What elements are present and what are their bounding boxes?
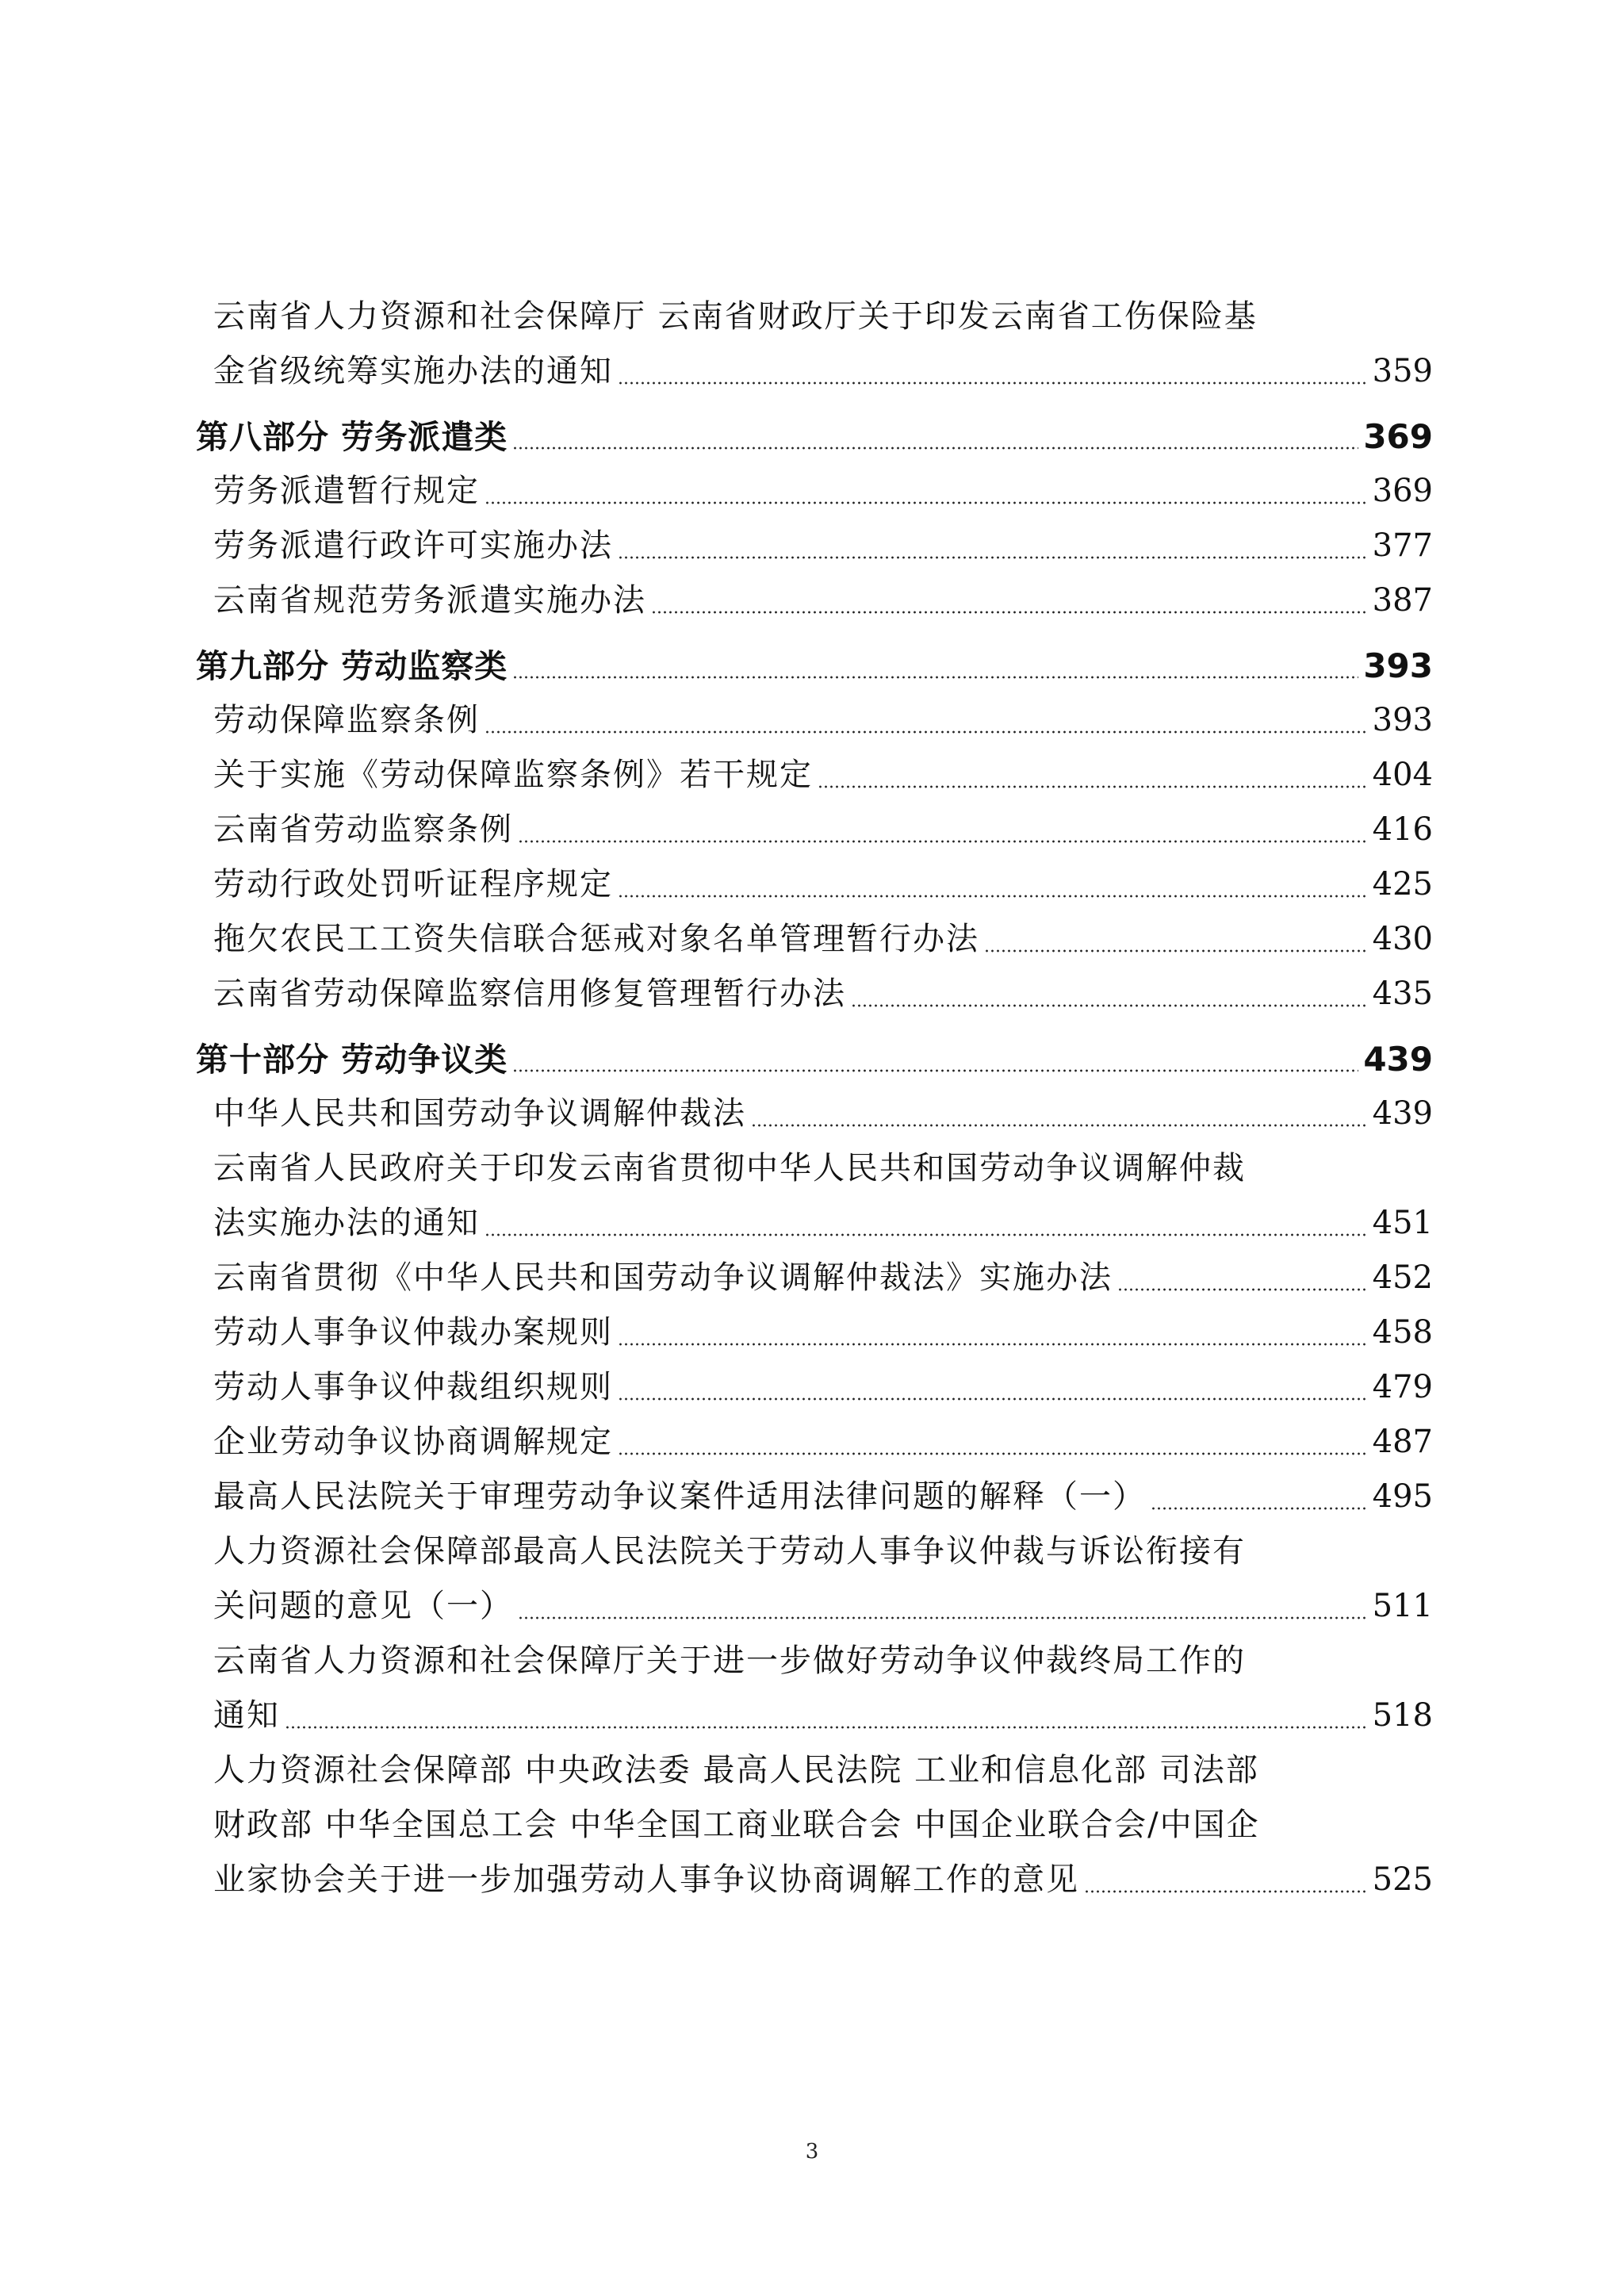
dot-leader: [1151, 1505, 1368, 1512]
toc-entry-title: 财政部 中华全国总工会 中华全国工商业联合会 中国企业联合会/中国企: [213, 1807, 1260, 1843]
toc-page-number: 430: [1372, 921, 1433, 957]
toc-entry-title: 劳动行政处罚听证程序规定: [213, 866, 613, 903]
toc-entry-title: 业家协会关于进一步加强劳动人事争议协商调解工作的意见: [213, 1861, 1079, 1898]
dot-leader: [518, 1615, 1368, 1621]
toc-entry[interactable]: [196, 1251, 1433, 1305]
toc-entry[interactable]: [196, 1087, 1433, 1141]
toc-entry[interactable]: [196, 1579, 1433, 1634]
toc-entry-title: 企业劳动争议协商调解规定: [213, 1424, 613, 1460]
toc-entry[interactable]: [196, 912, 1433, 967]
toc-page-number: 377: [1372, 527, 1433, 564]
toc-page-number: 518: [1372, 1697, 1433, 1734]
toc-entry-title: 劳动保障监察条例: [213, 702, 480, 738]
toc-entry-title: 云南省贯彻《中华人民共和国劳动争议调解仲裁法》实施办法: [213, 1259, 1113, 1296]
toc-section-heading[interactable]: [196, 1032, 1433, 1087]
dot-leader: [485, 1232, 1368, 1238]
dot-leader: [651, 609, 1368, 615]
toc-entry-title: 云南省劳动保障监察信用修复管理暂行办法: [213, 976, 846, 1012]
toc-entry-title: 最高人民法院关于审理劳动争议案件适用法律问题的解释（一）: [213, 1478, 1146, 1515]
toc-page-number: 479: [1372, 1369, 1433, 1405]
toc-page-number: 439: [1363, 1040, 1433, 1079]
toc-entry-title: 关问题的意见（一）: [213, 1588, 513, 1624]
toc-entry-title: 云南省劳动监察条例: [213, 811, 513, 848]
toc-page-number: 404: [1372, 757, 1433, 793]
toc-entry[interactable]: [196, 1415, 1433, 1470]
toc-entry[interactable]: [196, 967, 1433, 1022]
toc-entry-title: 云南省人力资源和社会保障厅关于进一步做好劳动争议仲裁终局工作的: [213, 1642, 1246, 1679]
toc-entry-title: 劳务派遣暂行规定: [213, 473, 480, 509]
toc-entry-title: 法实施办法的通知: [213, 1205, 480, 1241]
toc-entry-title: 人力资源社会保障部最高人民法院关于劳动人事争议仲裁与诉讼衔接有: [213, 1533, 1246, 1570]
table-of-contents: [196, 289, 1433, 1907]
toc-entry-continuation: [196, 289, 1433, 344]
toc-page-number: 458: [1372, 1314, 1433, 1351]
toc-entry[interactable]: [196, 519, 1433, 573]
dot-leader: [285, 1724, 1368, 1731]
toc-section-heading[interactable]: [196, 409, 1433, 464]
toc-entry-title: 金省级统筹实施办法的通知: [213, 353, 613, 389]
dot-leader: [618, 380, 1368, 386]
dot-leader: [984, 948, 1368, 954]
toc-entry-title: 关于实施《劳动保障监察条例》若干规定: [213, 757, 813, 793]
dot-leader: [818, 784, 1368, 790]
toc-entry[interactable]: [196, 748, 1433, 803]
toc-page-number: 452: [1372, 1259, 1433, 1296]
toc-entry[interactable]: [196, 1305, 1433, 1360]
dot-leader: [1117, 1286, 1368, 1293]
dot-leader: [518, 838, 1368, 845]
toc-page-number: 359: [1372, 353, 1433, 389]
toc-page-number: 451: [1372, 1205, 1433, 1241]
dot-leader: [512, 1068, 1358, 1074]
toc-entry-title: 拖欠农民工工资失信联合惩戒对象名单管理暂行办法: [213, 921, 979, 957]
toc-entry-continuation: [196, 1798, 1433, 1853]
toc-entry[interactable]: [196, 1688, 1433, 1743]
dot-leader: [751, 1122, 1368, 1129]
toc-entry[interactable]: [196, 1360, 1433, 1415]
toc-page-number: 511: [1372, 1588, 1433, 1624]
toc-entry-title: 人力资源社会保障部 中央政法委 最高人民法院 工业和信息化部 司法部: [213, 1752, 1259, 1788]
toc-entry[interactable]: [196, 857, 1433, 912]
toc-page-number: 416: [1372, 811, 1433, 848]
toc-entry[interactable]: [196, 693, 1433, 748]
toc-entry-title: 云南省规范劳务派遣实施办法: [213, 582, 646, 619]
toc-entry-title: 劳动人事争议仲裁办案规则: [213, 1314, 613, 1351]
toc-entry-title: 第九部分 劳动监察类: [196, 647, 508, 685]
toc-page-number: 369: [1363, 417, 1433, 456]
page-number: 3: [805, 2140, 819, 2164]
dot-leader: [1084, 1888, 1368, 1895]
toc-page-number: 439: [1372, 1095, 1433, 1132]
toc-entry[interactable]: [196, 1853, 1433, 1907]
dot-leader: [618, 1341, 1368, 1347]
toc-entry[interactable]: [196, 344, 1433, 399]
toc-page-number: 487: [1372, 1424, 1433, 1460]
toc-entry-continuation: [196, 1743, 1433, 1798]
toc-page-number: 435: [1372, 976, 1433, 1012]
toc-entry-continuation: [196, 1634, 1433, 1688]
toc-entry-title: 第八部分 劳务派遣类: [196, 418, 508, 456]
toc-section-heading[interactable]: [196, 638, 1433, 693]
toc-entry-continuation: [196, 1524, 1433, 1579]
dot-leader: [851, 1002, 1368, 1009]
toc-entry[interactable]: [196, 464, 1433, 519]
toc-page-number: 495: [1372, 1478, 1433, 1515]
toc-entry-continuation: [196, 1141, 1433, 1196]
toc-entry-title: 中华人民共和国劳动争议调解仲裁法: [213, 1095, 746, 1132]
dot-leader: [512, 674, 1358, 680]
dot-leader: [618, 893, 1368, 899]
toc-entry[interactable]: [196, 803, 1433, 857]
dot-leader: [485, 729, 1368, 735]
toc-entry[interactable]: [196, 573, 1433, 628]
toc-entry-title: 劳动人事争议仲裁组织规则: [213, 1369, 613, 1405]
toc-entry-title: 劳务派遣行政许可实施办法: [213, 527, 613, 564]
toc-entry[interactable]: [196, 1196, 1433, 1251]
dot-leader: [512, 445, 1358, 451]
toc-page-number: 393: [1363, 646, 1433, 685]
dot-leader: [618, 1451, 1368, 1457]
toc-entry-title: 云南省人力资源和社会保障厅 云南省财政厅关于印发云南省工伤保险基: [213, 298, 1258, 335]
toc-entry-title: 通知: [213, 1697, 280, 1734]
toc-page-number: 425: [1372, 866, 1433, 903]
toc-entry[interactable]: [196, 1470, 1433, 1524]
toc-entry-title: 云南省人民政府关于印发云南省贯彻中华人民共和国劳动争议调解仲裁: [213, 1150, 1246, 1186]
toc-page-number: 387: [1372, 582, 1433, 619]
toc-page-number: 369: [1372, 473, 1433, 509]
dot-leader: [485, 500, 1368, 506]
toc-page-number: 393: [1372, 702, 1433, 738]
toc-entry-title: 第十部分 劳动争议类: [196, 1041, 508, 1079]
toc-page-number: 525: [1372, 1861, 1433, 1898]
dot-leader: [618, 554, 1368, 561]
dot-leader: [618, 1396, 1368, 1402]
